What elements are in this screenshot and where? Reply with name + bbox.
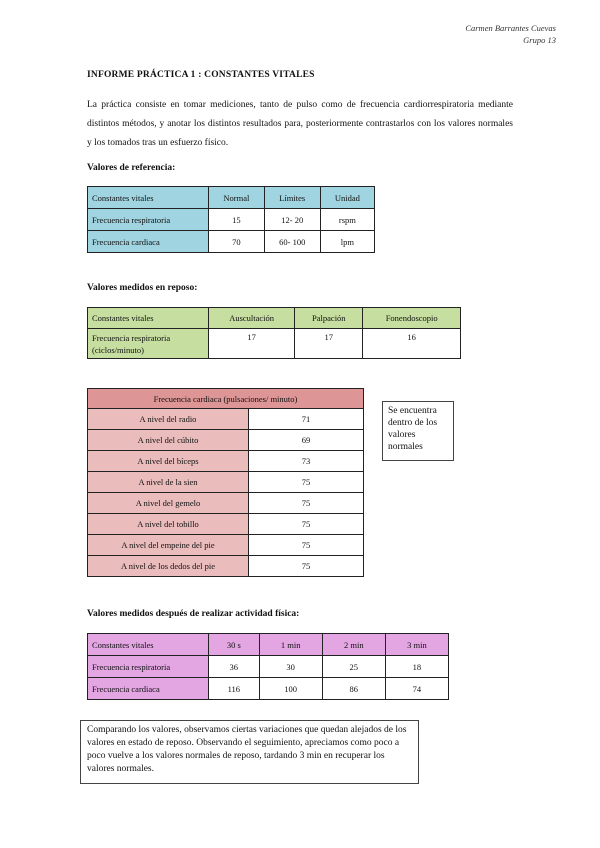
group-label: Grupo 13 (523, 35, 556, 45)
intro-text: La práctica consiste en tomar mediciones, tanto de pulso como de frecuencia cardiorrespiratoria mediante distintos métodos, y anotar los distintos resultados para, posteriormente contrastarlos con los valores normales y los tomados tras un esfuerzo físico. (87, 100, 513, 148)
cell: 75 (249, 556, 364, 577)
row-label: A nivel del radio (88, 409, 249, 430)
header-cell: 30 s (209, 634, 260, 656)
cell: lpm (320, 231, 374, 253)
row-label: A nivel de los dedos del pie (88, 556, 249, 577)
cell: 71 (249, 409, 364, 430)
row-label: Frecuencia cardiaca (88, 231, 209, 253)
table-row (88, 493, 364, 514)
table-header-row (88, 308, 461, 329)
table-row (88, 472, 364, 493)
cell: 25 (322, 656, 385, 678)
cell: 86 (322, 678, 385, 700)
row-label-line: (ciclos/minuto) (92, 344, 144, 355)
rest-title: Valores medidos en reposo: (87, 283, 198, 293)
reference-title: Valores de referencia: (87, 163, 176, 173)
table-row (88, 678, 449, 700)
header-cell: Palpación (295, 308, 363, 329)
header-cell: Fonendoscopio (363, 308, 461, 329)
header-cell: Frecuencia cardiaca (pulsaciones/ minuto) (88, 389, 364, 409)
heart-rate-table (87, 388, 364, 577)
cell: rspm (320, 209, 374, 231)
table-row (88, 556, 364, 577)
cell: 15 (209, 209, 265, 231)
header-cell: 2 min (322, 634, 385, 656)
cell: 75 (249, 493, 364, 514)
row-label: A nivel de la sien (88, 472, 249, 493)
author-name: Carmen Barrantes Cuevas (465, 23, 556, 33)
reference-table (87, 186, 375, 253)
table-row (88, 535, 364, 556)
cell: 116 (209, 678, 260, 700)
rest-table (87, 307, 461, 359)
cell: 70 (209, 231, 265, 253)
table-header-row (88, 187, 375, 209)
header-cell: Normal (209, 187, 265, 209)
row-label: Frecuencia cardiaca (88, 678, 209, 700)
conclusion-box: Comparando los valores, observamos ciertas variaciones que quedan alejados de los valores en estado de reposo. Observando el seguimiento, apreciamos como poco a poco vuelve a los valores normales de reposo, tardando 3 min en recuperar los valores normales. (80, 720, 419, 784)
row-label: A nivel del empeine del pie (88, 535, 249, 556)
table-row (88, 409, 364, 430)
cell: 73 (249, 451, 364, 472)
header-cell: Constantes vitales (88, 634, 209, 656)
page-header (465, 22, 556, 46)
header-cell: Auscultación (209, 308, 295, 329)
cell: 69 (249, 430, 364, 451)
table-row (88, 430, 364, 451)
heart-rate-note: Se encuentra dentro de los valores normales (382, 401, 454, 461)
table-header-row (88, 634, 449, 656)
after-title: Valores medidos después de realizar actividad física: (87, 609, 300, 619)
table-row (88, 329, 461, 359)
intro-paragraph (87, 96, 513, 153)
cell: 18 (385, 656, 448, 678)
header-cell: Constantes vitales (88, 308, 209, 329)
table-row (88, 656, 449, 678)
cell: 74 (385, 678, 448, 700)
cell: 17 (209, 329, 295, 359)
cell: 17 (295, 329, 363, 359)
cell: 36 (209, 656, 260, 678)
cell: 60- 100 (264, 231, 320, 253)
cell: 75 (249, 514, 364, 535)
header-cell: 3 min (385, 634, 448, 656)
cell: 75 (249, 535, 364, 556)
row-label: A nivel del bíceps (88, 451, 249, 472)
cell: 100 (259, 678, 322, 700)
row-label: Frecuencia respiratoria (88, 209, 209, 231)
table-row (88, 451, 364, 472)
header-cell: Unidad (320, 187, 374, 209)
cell: 75 (249, 472, 364, 493)
table-row (88, 231, 375, 253)
cell: 16 (363, 329, 461, 359)
table-row (88, 514, 364, 535)
table-header-row (88, 389, 364, 409)
cell: 30 (259, 656, 322, 678)
row-label: A nivel del gemelo (88, 493, 249, 514)
cell: 12- 20 (264, 209, 320, 231)
row-label: A nivel del tobillo (88, 514, 249, 535)
header-cell: Límites (264, 187, 320, 209)
after-exercise-table (87, 633, 449, 700)
row-label-line: Frecuencia respiratoria (92, 332, 171, 343)
row-label: Frecuencia respiratoria (88, 656, 209, 678)
row-label: A nivel del cúbito (88, 430, 249, 451)
header-cell: 1 min (259, 634, 322, 656)
row-label (88, 329, 209, 359)
header-cell: Constantes vitales (88, 187, 209, 209)
report-title: INFORME PRÁCTICA 1 : CONSTANTES VITALES (87, 70, 315, 80)
table-row (88, 209, 375, 231)
